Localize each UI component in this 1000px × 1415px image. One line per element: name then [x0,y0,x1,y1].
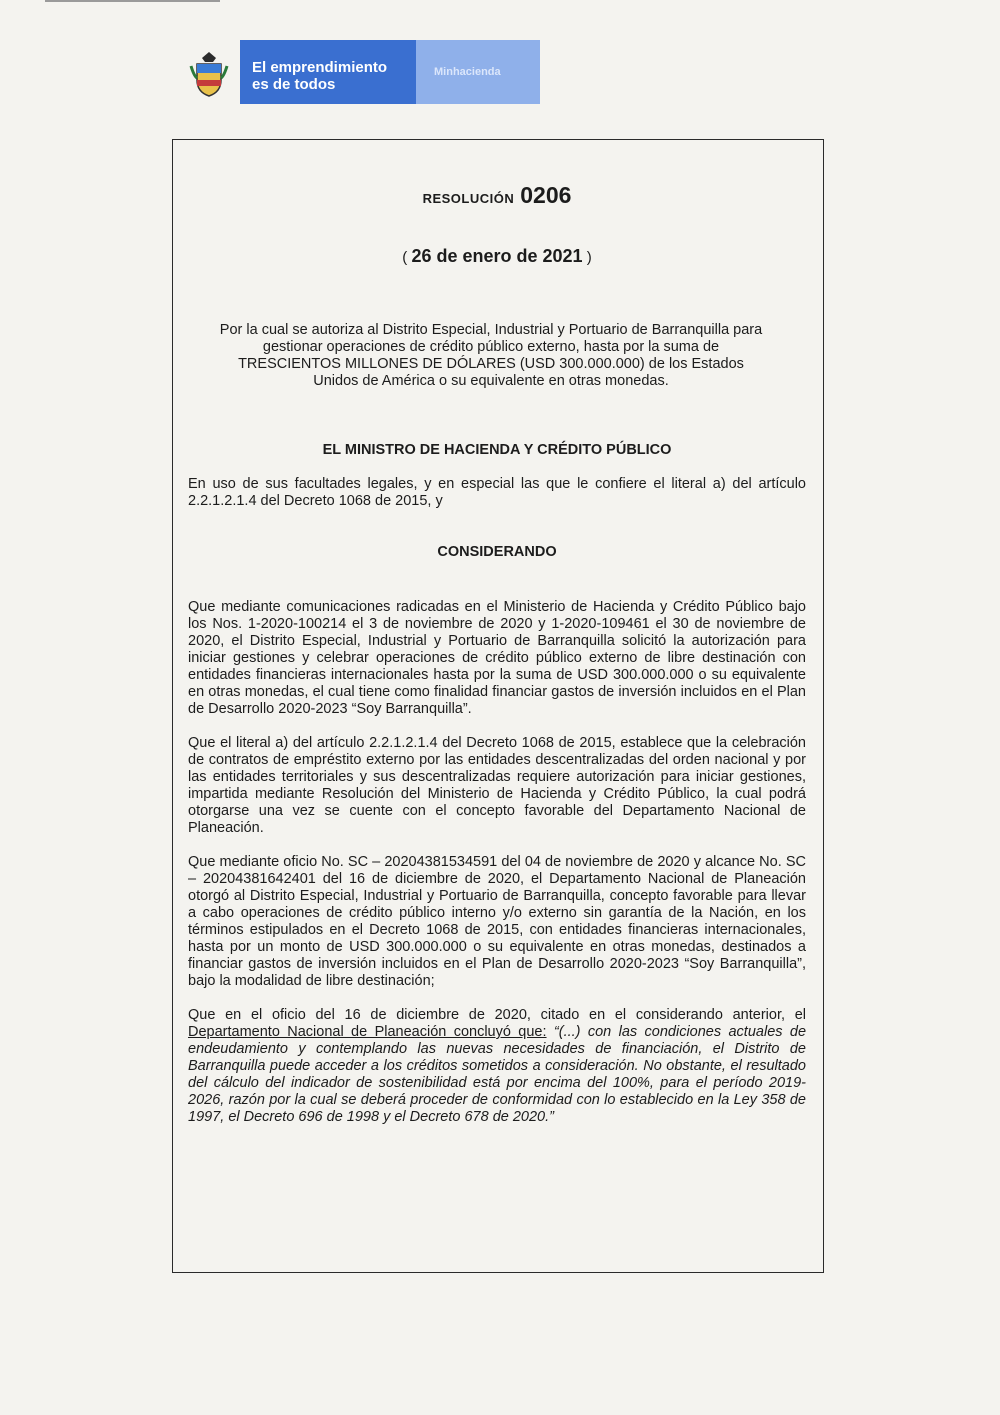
considerando-paragraph-1: Que mediante comunicaciones radicadas en el Ministerio de Hacienda y Crédito Público bajo los Nos. 1-2020-100214 el 3 de noviembre de 2020 y 1-2020-109461 el 30 de noviembre de 2020, el Distrito Especial, Industrial y Portuario de Barranquilla solicitó la autorización para iniciar gestiones y celebrar operaciones de crédito público externo de libre destinación con entidades financieras internacionales hasta por la suma de USD 300.000.000 o su equivalente en otras monedas, el cual tiene como finalidad financiar gastos de inversión incluidos en el Plan de Desarrollo 2020-2023 “Soy Barranquilla”. [188,599,806,717]
resolution-label: RESOLUCIÓN [422,191,515,206]
slogan-line-1: El emprendimiento [252,59,388,76]
paragraph-4-underlined: Departamento Nacional de Planeación concluyó que: [188,1024,547,1040]
considerando-paragraph-4 [188,1007,806,1126]
paragraph-4-intro: Que en el oficio del 16 de diciembre de 2020, citado en el considerando anterior, el [188,1007,806,1023]
date-close-paren: ) [582,249,592,266]
paragraph-4-quote: “(...) con las condiciones actuales de endeudamiento y contemplando las nuevas necesidades de financiación, el Distrito de Barranquilla puede acceder a los créditos sometidos a consideración. No obstante, el resultado del cálculo del indicador de sostenibilidad está por encima del 100%, para el período 2019- 2026, razón por la cual se deberá proceder de conformidad con lo establecido en la Ley 358 de 1997, el Decreto 696 de 1998 y el Decreto 678 de 2020.” [188,1024,807,1125]
resolution-number: 0206 [520,182,572,208]
considerando-paragraph-3: Que mediante oficio No. SC – 20204381534591 del 04 de noviembre de 2020 y alcance No. SC – 20204381642401 del 16 de diciembre de 2020, el Departamento Nacional de Planeación otorgó al Distrito Especial, Industrial y Portuario de Barranquilla, concepto favorable para llevar a cabo operaciones de crédito público interno y/o externo sin garantía de la Nación, en los términos estipulados en el Decreto 1068 de 2015, con entidades financieras internacionales, hasta por un monto de USD 300.000.000 o su equivalente en otras monedas, destinados a financiar gastos de inversión incluidos en el Plan de Desarrollo 2020-2023 “Soy Barranquilla”, bajo la modalidad de libre destinación; [188,854,806,989]
document-body [188,175,806,1126]
slogan-line-2: es de todos [252,76,336,93]
date-open-paren: ( [402,249,412,266]
slogan-banner [240,40,540,104]
legal-powers-paragraph: En uso de sus facultades legales, y en especial las que le confiere el literal a) del artículo 2.2.1.2.1.4 del Decreto 1068 de 2015, y [188,476,806,509]
considerando-paragraph-2: Que el literal a) del artículo 2.2.1.2.1.4 del Decreto 1068 de 2015, establece que la celebración de contratos de empréstito externo por las entidades descentralizadas del orden nacional y por las entidades territoriales y sus descentralizadas requiere autorización para iniciar gestiones, impartida mediante Resolución del Ministerio de Hacienda y Crédito Público, la cual podrá otorgarse una vez se cuente con el concepto favorable del Departamento Nacional de Planeación. [188,735,806,836]
minister-title: EL MINISTRO DE HACIENDA Y CRÉDITO PÚBLICO [322,442,672,458]
resolution-title [188,182,806,208]
resolution-summary: Por la cual se autoriza al Distrito Especial, Industrial y Portuario de Barranquilla para gestionar operaciones de crédito público externo, hasta por la suma de TRESCIENTOS MILLONES DE DÓLARES (USD 300.000.000) de los Estados Unidos de América o su equivalente en otras monedas. [219,322,763,389]
slogan-text [240,40,416,104]
resolution-date [188,248,806,266]
considerando-heading: CONSIDERANDO [437,544,557,560]
resolution-date-text: 26 de enero de 2021 [411,246,583,266]
colombia-coat-of-arms-icon [188,50,230,98]
ministry-label: Minhacienda [416,40,540,104]
top-rule [45,0,220,2]
